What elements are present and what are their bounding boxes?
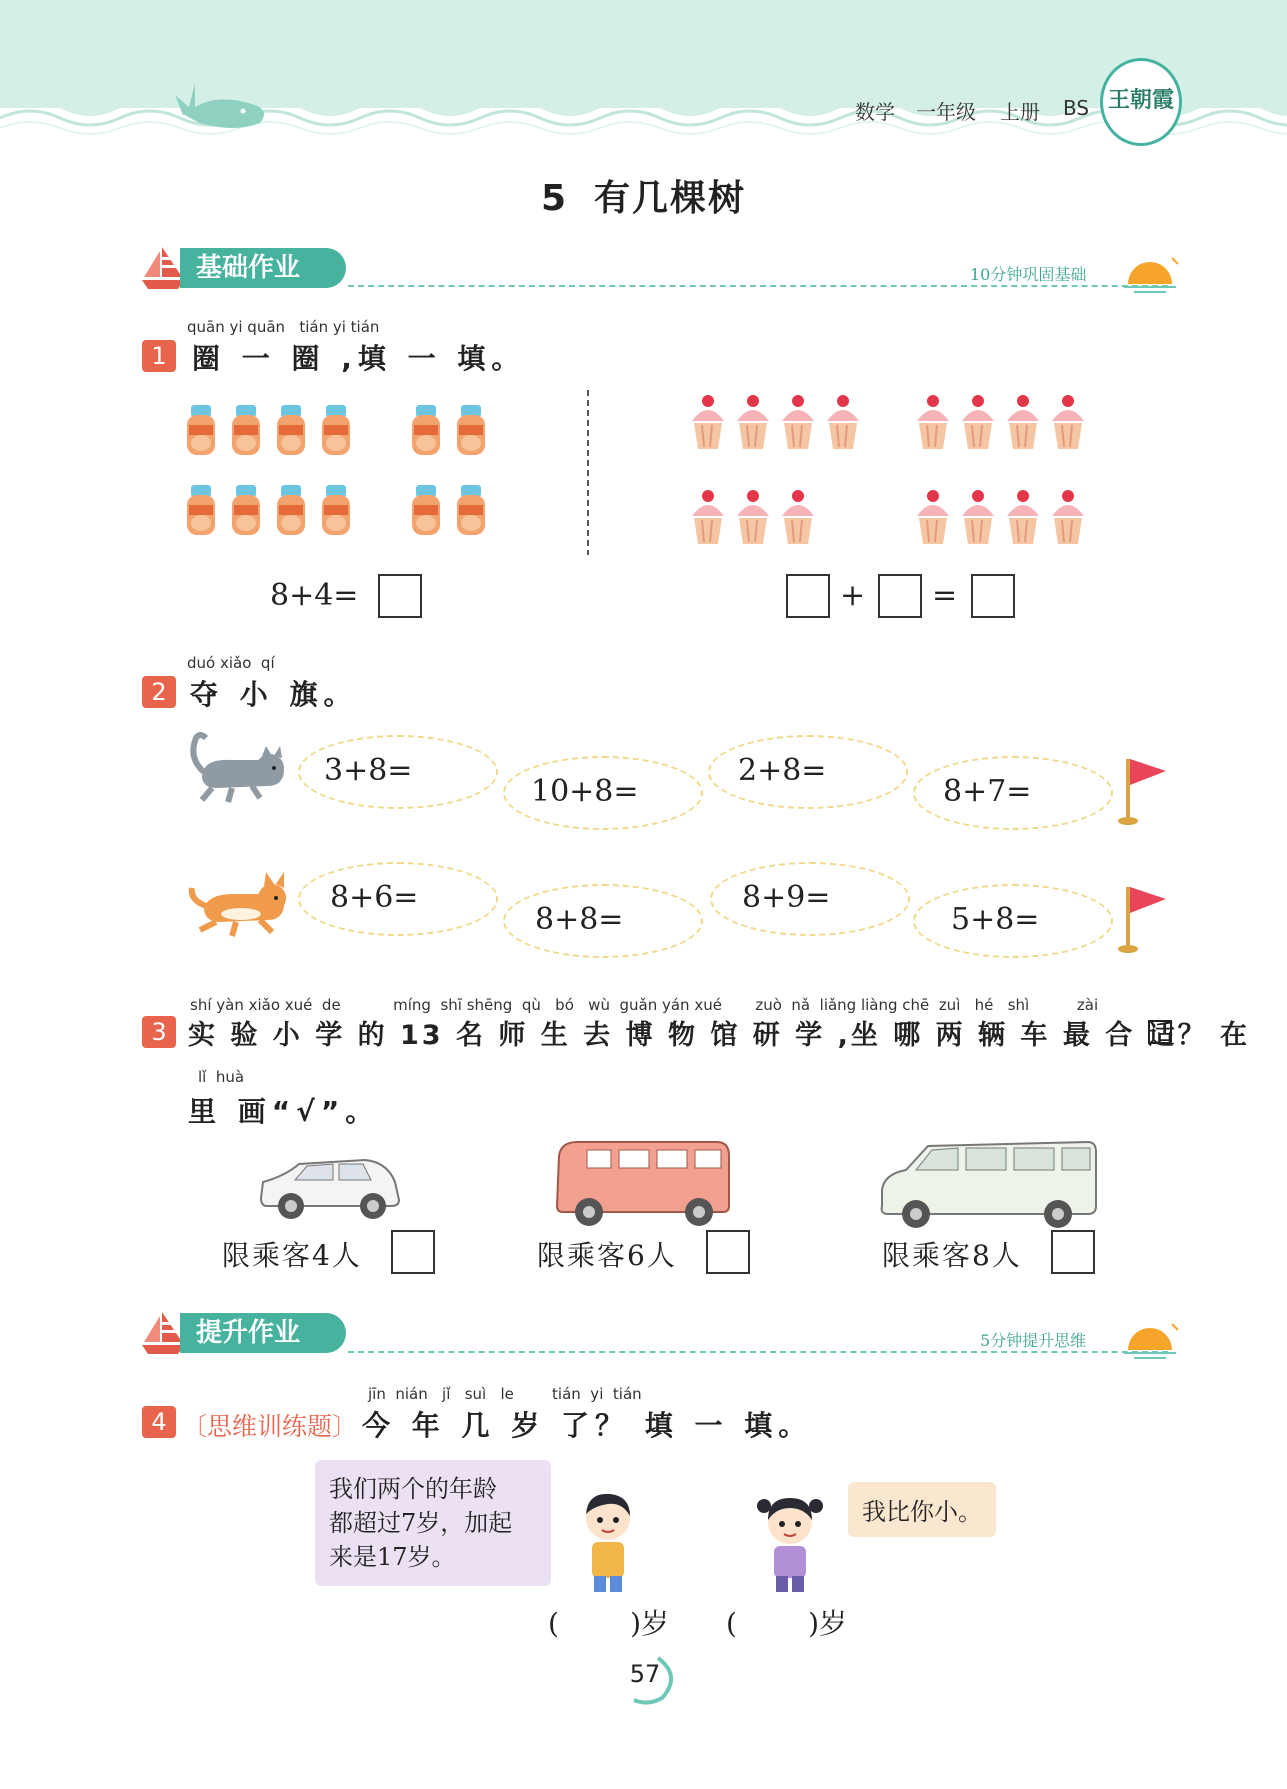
q2-row2-oval-3: [710, 862, 910, 936]
q2-row2-oval-2: [503, 884, 703, 958]
q2-row2-expr-1: 8+6=: [330, 880, 419, 915]
flag-icon: [1114, 883, 1170, 955]
q1-pinyin: quān yi quān tián yi tián: [187, 318, 380, 336]
header-band: [0, 0, 1287, 150]
header-edition: BS: [1063, 96, 1090, 120]
q3-pinyin-line2: lǐ huà: [198, 1068, 245, 1086]
q2-row1-expr-4: 8+7=: [943, 774, 1032, 809]
boy-speech-bubble: [315, 1460, 551, 1586]
lesson-number: 5: [540, 178, 569, 219]
q2-row1-oval-4: [913, 756, 1113, 830]
section-basic-divider: [348, 285, 1168, 287]
q2-row2-expr-2: 8+8=: [535, 902, 624, 937]
q2-row1-oval-1: [298, 735, 498, 809]
q4-tag: 〔思维训练题〕: [182, 1412, 358, 1441]
car-8-check-box[interactable]: [1051, 1230, 1095, 1274]
sun-icon: [1120, 250, 1180, 294]
q4-pinyin: jīn nián jǐ suì le tián yi tián: [368, 1385, 642, 1403]
q1-number: 1: [142, 340, 176, 372]
brand-logo-text: 王朝霞: [1107, 87, 1174, 113]
header-grade: 一年级: [916, 100, 976, 124]
q2-row2-oval-1: [298, 862, 498, 936]
q2-row1-expr-3: 2+8=: [738, 753, 827, 788]
q3-instruction-line2: 里 画“√”。: [188, 1095, 380, 1128]
q1-instruction: 圈 一 圈 ,填 一 填。: [192, 342, 526, 375]
suv-icon: [255, 1148, 405, 1228]
girl-age-answer[interactable]: ( )岁: [726, 1607, 848, 1640]
q2-number: 2: [142, 676, 176, 708]
q3-number: 3: [142, 1016, 176, 1048]
minibus-icon: [876, 1136, 1100, 1230]
q3-inline-box-symbol: [1148, 1020, 1172, 1044]
sun-icon: [1120, 1316, 1180, 1360]
boy-bubble-line2: 都超过7岁，加起: [329, 1509, 513, 1537]
car-6-check-box[interactable]: [706, 1230, 750, 1274]
q1-right-box-1[interactable]: [786, 574, 830, 618]
q2-instruction: 夺 小 旗。: [190, 678, 358, 711]
page-number: 57: [629, 1660, 661, 1688]
q1-left-answer-box[interactable]: [378, 574, 422, 618]
van-icon: [553, 1136, 733, 1230]
q2-row2-expr-3: 8+9=: [742, 880, 831, 915]
car-capacity-6: 限乘客6人: [537, 1239, 677, 1272]
header-subject: 数学: [855, 100, 895, 124]
page-title: [0, 170, 1287, 221]
q2-pinyin: duó xiǎo qí: [187, 654, 275, 672]
section-advance-label: 提升作业: [180, 1313, 346, 1353]
brand-logo: [1100, 58, 1182, 146]
q4-instruction: 今 年 几 岁 了？ 填 一 填。: [362, 1409, 813, 1442]
car-capacity-8: 限乘客8人: [882, 1239, 1022, 1272]
car-capacity-4: 限乘客4人: [222, 1239, 362, 1272]
girl-icon: [754, 1490, 826, 1598]
q2-row2-oval-4: [913, 884, 1113, 958]
q3-pinyin-line1: shí yàn xiǎo xué de míng shī shēng qù bó wù guǎn yán xué zuò nǎ liǎng liàng chē zuì hé shì zài: [190, 996, 1099, 1014]
q1-illustration: [180, 390, 1100, 560]
q2-row1-expr-2: 10+8=: [531, 774, 639, 809]
q2-row2-expr-4: 5+8=: [951, 902, 1040, 937]
header-volume: 上册: [1000, 100, 1040, 124]
section-advance-note: 5分钟提升思维: [980, 1331, 1087, 1350]
dog-icon: [186, 866, 296, 946]
section-basic-note: 10分钟巩固基础: [970, 265, 1087, 284]
flag-icon: [1114, 755, 1170, 827]
q2-row1-oval-2: [503, 756, 703, 830]
q1-equals-sign: =: [932, 578, 958, 613]
boy-bubble-line3: 来是17岁。: [329, 1543, 456, 1571]
q4-number: 4: [142, 1406, 176, 1438]
cat-icon: [182, 728, 292, 808]
q3-instruction-line1: 实 验 小 学 的 13 名 师 生 去 博 物 馆 研 学 ,坐 哪 两 辆 车 最 合 适？ 在: [188, 1020, 1251, 1051]
boy-bubble-line1: 我们两个的年龄: [329, 1475, 497, 1503]
section-advance-divider: [348, 1351, 1168, 1353]
q1-right-box-2[interactable]: [878, 574, 922, 618]
q1-left-expression: 8+4=: [270, 578, 359, 613]
q1-plus-sign: +: [840, 578, 866, 613]
q2-row1-expr-1: 3+8=: [324, 753, 413, 788]
q1-right-box-3[interactable]: [971, 574, 1015, 618]
boy-age-answer[interactable]: ( )岁: [548, 1607, 670, 1640]
girl-speech-bubble: 我比你小。: [848, 1482, 996, 1537]
whale-icon: [175, 75, 275, 135]
boy-icon: [572, 1488, 644, 1598]
lesson-title: 有几棵树: [594, 178, 747, 219]
section-basic-label: 基础作业: [180, 248, 346, 288]
q2-row1-oval-3: [708, 735, 908, 809]
car-4-check-box[interactable]: [391, 1230, 435, 1274]
